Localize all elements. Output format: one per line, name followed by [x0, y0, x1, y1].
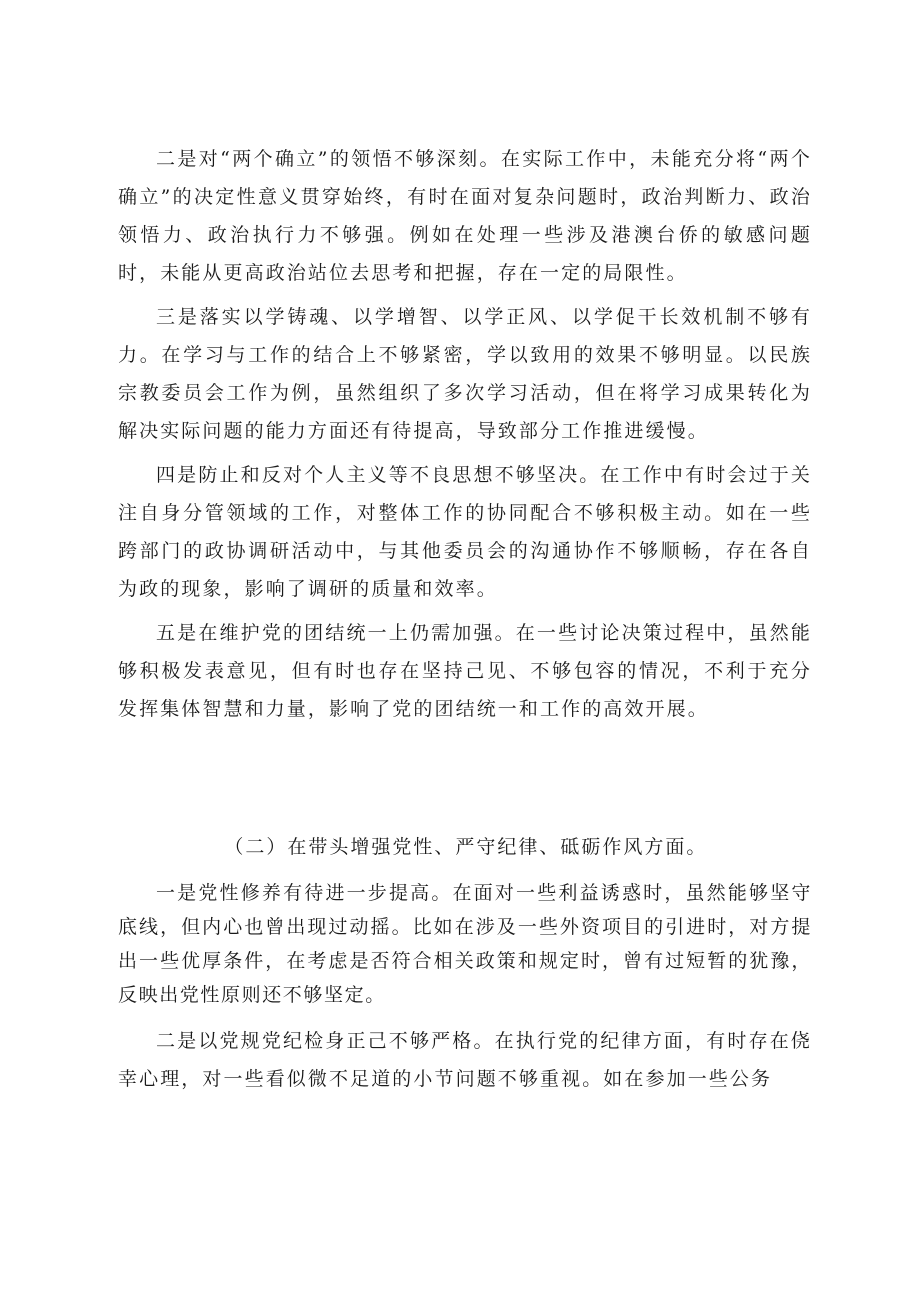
body-text-lower — [118, 876, 812, 1098]
paragraph-party-unity: 五是在维护党的团结统一上仍需加强。在一些讨论决策过程中，虽然能够积极发表意见，但有时也存在坚持己见、不够包容的情况，不利于充分发挥集体智慧和力量，影响了党的团结统一和工作的高效开展。 — [118, 622, 812, 720]
paragraph-party-discipline: 二是以党规党纪检身正己不够严格。在执行党的纪律方面，有时存在侥幸心理，对一些看似微不足道的小节问题不够重视。如在参加一些公务 — [118, 1030, 812, 1090]
paragraph-individualism: 四是防止和反对个人主义等不良思想不够坚决。在工作中有时会过于关注自身分管领域的工作，对整体工作的协同配合不够积极主动。如在一些跨部门的政协调研活动中，与其他委员会的沟通协作不够顺畅，存在各自为政的现象，影响了调研的质量和效率。 — [118, 464, 812, 600]
section-heading-block — [118, 832, 812, 862]
body-text-upper — [118, 140, 812, 728]
paragraph-two-establishments: 二是对“两个确立”的领悟不够深刻。在实际工作中，未能充分将“两个确立”的决定性意义贯穿始终，有时在面对复杂问题时，政治判断力、政治领悟力、政治执行力不够强。例如在处理一些涉及港澳台侨的敏感问题时，未能从更高政治站位去思考和把握，存在一定的局限性。 — [118, 148, 812, 284]
paragraph-party-spirit: 一是党性修养有待进一步提高。在面对一些利益诱惑时，虽然能够坚守底线，但内心也曾出现过动摇。比如在涉及一些外资项目的引进时，对方提出一些优厚条件，在考虑是否符合相关政策和规定时，曾有过短暂的犹豫，反映出党性原则还不够坚定。 — [118, 882, 812, 1006]
section-heading: （二）在带头增强党性、严守纪律、砥砺作风方面。 — [224, 836, 708, 858]
paragraph-learning-mechanism: 三是落实以学铸魂、以学增智、以学正风、以学促干长效机制不够有力。在学习与工作的结合上不够紧密，学以致用的效果不够明显。以民族宗教委员会工作为例，虽然组织了多次学习活动，但在将学习成果转化为解决实际问题的能力方面还有待提高，导致部分工作推进缓慢。 — [118, 306, 812, 442]
